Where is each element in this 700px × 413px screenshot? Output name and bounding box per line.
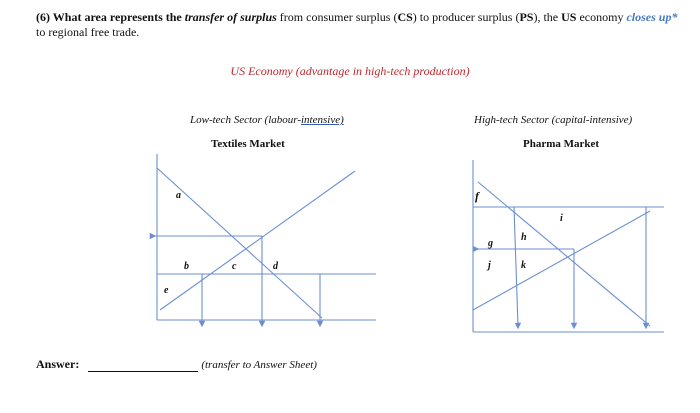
label-d: d	[273, 261, 278, 272]
label-a: a	[176, 190, 181, 201]
right-diagram	[473, 160, 664, 332]
answer-blank[interactable]	[88, 361, 198, 372]
question-part: ) to producer surplus (	[412, 10, 520, 24]
question-emphasis: transfer of surplus	[184, 10, 277, 24]
question-part: economy	[576, 10, 627, 24]
question-part: from consumer surplus (	[276, 10, 398, 24]
right-market-title: Pharma Market	[523, 138, 600, 150]
label-b: b	[184, 261, 189, 272]
question-prefix: (6) What area represents the	[36, 10, 185, 24]
answer-label: Answer:	[36, 357, 80, 371]
label-i: i	[560, 213, 563, 224]
left-demand-curve	[157, 168, 322, 318]
right-drop-line-1	[514, 207, 518, 326]
label-e: e	[164, 285, 169, 296]
question-us: US	[561, 10, 577, 24]
label-f: f	[475, 189, 479, 203]
label-c: c	[232, 261, 237, 272]
right-supply-curve	[473, 211, 650, 310]
answer-row	[36, 357, 317, 372]
question-part: ), the	[533, 10, 562, 24]
left-diagram	[153, 154, 376, 324]
economy-title: US Economy (advantage in high-tech production)	[230, 64, 470, 78]
question-closes-up: closes up*	[626, 10, 678, 24]
right-sector-title: High-tech Sector (capital-intensive)	[474, 114, 633, 126]
answer-note: (transfer to Answer Sheet)	[201, 359, 317, 371]
label-k: k	[521, 260, 526, 271]
question-suffix: to regional free trade.	[36, 25, 140, 39]
right-demand-curve	[478, 182, 650, 326]
left-sector-title: Low-tech Sector (labour-intensive)	[190, 114, 344, 126]
left-supply-curve	[160, 171, 355, 310]
question-ps: PS	[519, 10, 534, 24]
left-market-title: Textiles Market	[211, 138, 285, 150]
label-j: j	[488, 260, 491, 271]
question-cs: CS	[397, 10, 413, 24]
label-g: g	[488, 238, 493, 249]
label-h: h	[521, 232, 527, 243]
